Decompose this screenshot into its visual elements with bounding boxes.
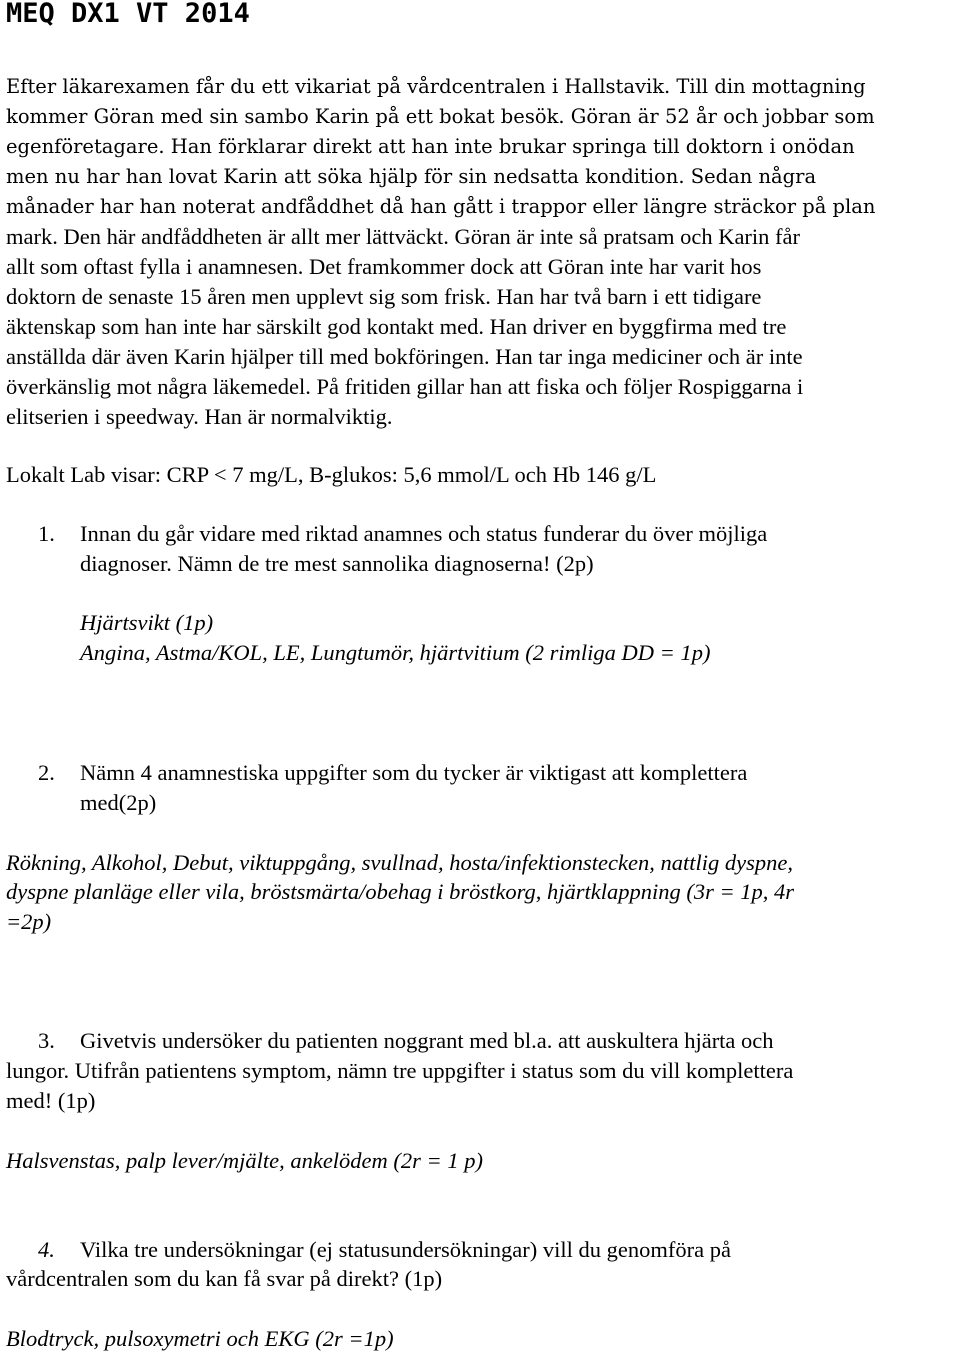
question-4-line: Vilka tre undersökningar (ej statusundersökningar) vill du genomföra på xyxy=(80,1237,731,1262)
question-1-line: diagnoser. Nämn de tre mest sannolika diagnoserna! (2p) xyxy=(80,551,594,576)
answer-1-line: Hjärtsvikt (1p) xyxy=(80,610,214,635)
case-line: elitserien i speedway. Han är normalviktig. xyxy=(6,404,393,429)
case-line: mark. Den här andfåddheten är allt mer lättväckt. Göran är inte så pratsam och Karin får xyxy=(6,224,801,249)
case-line: men nu har han lovat Karin att söka hjälp för sin nedsatta kondition. Sedan några xyxy=(6,165,817,188)
answer-3-line: Halsvenstas, palp lever/mjälte, ankelödem (2r = 1 p) xyxy=(6,1148,483,1173)
lab-results: Lokalt Lab visar: CRP < 7 mg/L, B-glukos: 5,6 mmol/L och Hb 146 g/L xyxy=(6,462,657,487)
case-line: anställda där även Karin hjälper till med bokföringen. Han tar inga mediciner och är inte xyxy=(6,344,803,369)
question-3-line: Givetvis undersöker du patienten noggrant med bl.a. att auskultera hjärta och xyxy=(80,1028,774,1053)
case-line: överkänslig mot några läkemedel. På fritiden gillar han att fiska och följer Rospiggarna i xyxy=(6,374,804,399)
case-line: allt som oftast fylla i anamnesen. Det framkommer dock att Göran inte har varit hos xyxy=(6,254,762,279)
question-2-line: med(2p) xyxy=(80,790,157,815)
case-line: månader har han noterat andfåddhet då han gått i trappor eller längre sträckor på plan xyxy=(6,195,876,218)
case-line: Efter läkarexamen får du ett vikariat på vårdcentralen i Hallstavik. Till din mottagning xyxy=(6,75,866,98)
case-line: kommer Göran med sin sambo Karin på ett bokat besök. Göran är 52 år och jobbar som xyxy=(6,105,875,128)
case-line: doktorn de senaste 15 åren men upplevt sig som frisk. Han har två barn i ett tidigare xyxy=(6,284,762,309)
answer-2-line: Rökning, Alkohol, Debut, viktuppgång, svullnad, hosta/infektionstecken, nattlig dyspne, xyxy=(6,850,793,875)
question-number: 4. xyxy=(38,1237,55,1262)
question-2-line: Nämn 4 anamnestiska uppgifter som du tycker är viktigast att komplettera xyxy=(80,760,748,785)
question-3-line: med! (1p) xyxy=(6,1088,96,1113)
answer-2-line: =2p) xyxy=(6,909,52,934)
answer-4-line: Blodtryck, pulsoxymetri och EKG (2r =1p) xyxy=(6,1326,394,1351)
answer-2-line: dyspne planläge eller vila, bröstsmärta/obehag i bröstkorg, hjärtklappning (3r = 1p, 4r xyxy=(6,879,795,904)
case-line: äktenskap som han inte har särskilt god kontakt med. Han driver en byggfirma med tre xyxy=(6,314,787,339)
question-3-line: lungor. Utifrån patientens symptom, nämn tre uppgifter i status som du vill komplettera xyxy=(6,1058,794,1083)
document-title: MEQ DX1 VT 2014 xyxy=(6,0,250,29)
question-1-line: Innan du går vidare med riktad anamnes och status funderar du över möjliga xyxy=(80,521,768,546)
case-line: egenföretagare. Han förklarar direkt att han inte brukar springa till doktorn i onödan xyxy=(6,135,855,158)
question-number: 1. xyxy=(38,521,55,546)
answer-1-line: Angina, Astma/KOL, LE, Lungtumör, hjärtvitium (2 rimliga DD = 1p) xyxy=(80,640,711,665)
question-number: 3. xyxy=(38,1028,55,1053)
question-4-line: vårdcentralen som du kan få svar på direkt? (1p) xyxy=(6,1266,443,1291)
question-number: 2. xyxy=(38,760,55,785)
case-description xyxy=(6,72,958,432)
